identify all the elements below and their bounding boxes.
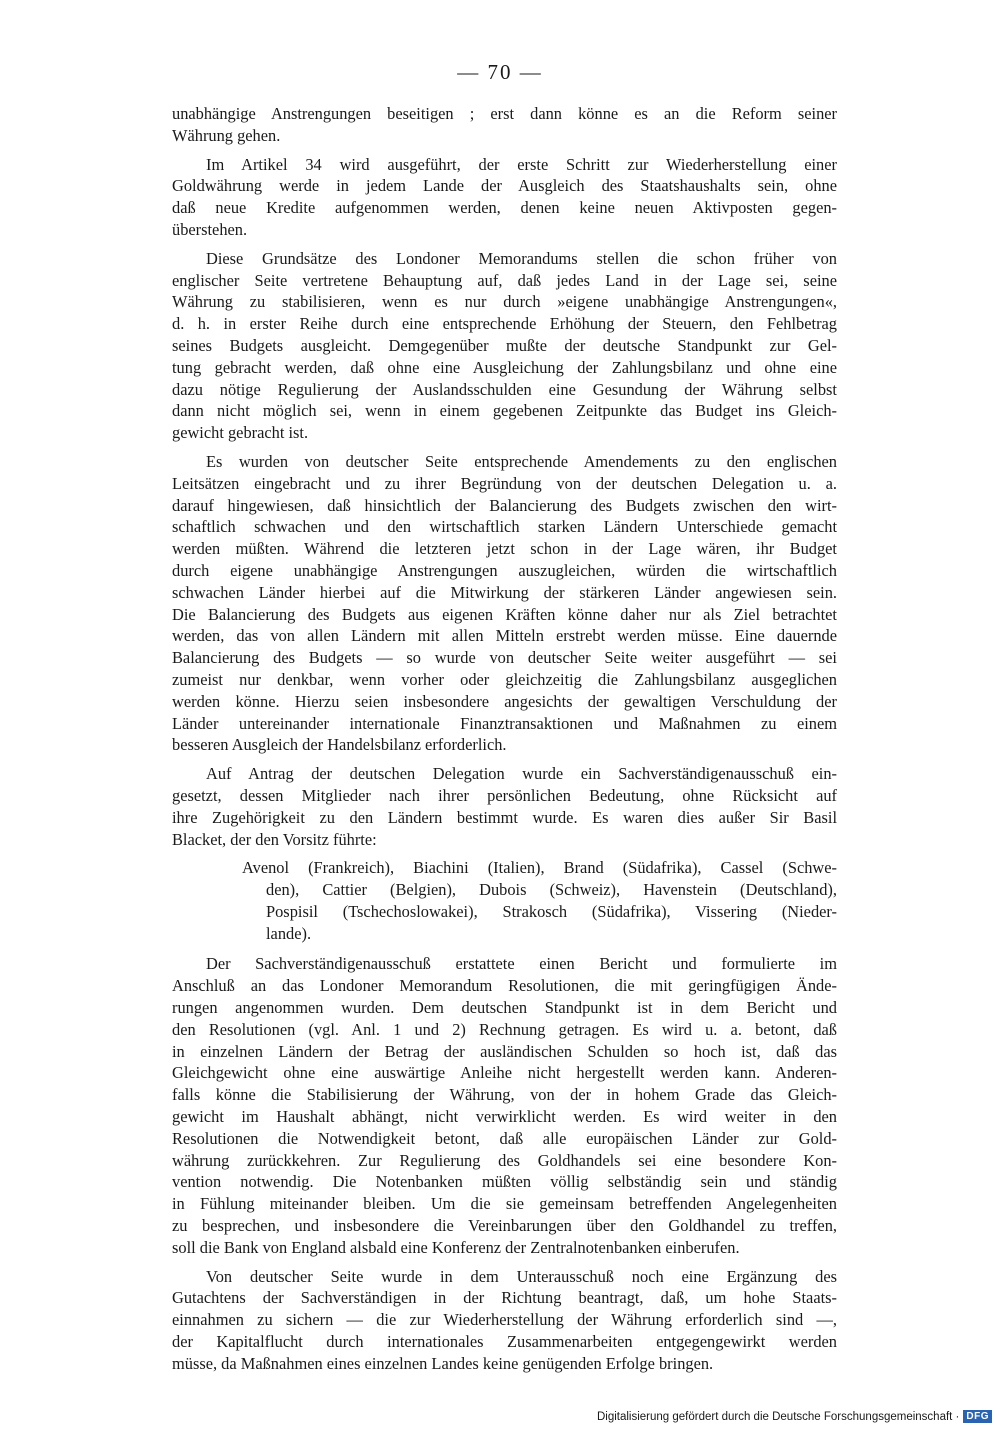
text-line: müsse, da Maßnahmen eines einzelnen Landes keine genügenden Erfolge bringen.: [172, 1353, 714, 1373]
paragraph: [172, 953, 837, 1258]
text-line: Resolutionen die Notwendigkeit betont, daß alle europäischen Länder zur Gold-: [172, 1128, 837, 1148]
text-line: gewicht im Haushalt abhängt, nicht verwirklicht werden. Es wird weiter in den: [172, 1107, 837, 1127]
paragraph: [172, 103, 837, 147]
text-line: in Fühlung miteinander bleiben. Um die sie gemeinsam betreffenden Angelegenheiten: [172, 1194, 837, 1214]
text-line: der Kapitalflucht durch internationales Zusammenarbeiten entgegengewirkt werden: [172, 1332, 837, 1352]
member-list-line: den), Cattier (Belgien), Dubois (Schweiz), Havenstein (Deutschland),: [266, 880, 837, 900]
text-line: währung zurückkehren. Zur Regulierung des Goldhandels sei eine besondere Kon-: [172, 1150, 837, 1170]
text-line: Es wurden von deutscher Seite entsprechende Amendements zu den englischen: [206, 451, 837, 471]
text-line: Auf Antrag der deutschen Delegation wurde ein Sachverständigenausschuß ein-: [206, 764, 837, 784]
text-line: Goldwährung werde in jedem Lande der Ausgleich des Staatshaushalts sein, ohne: [172, 176, 837, 196]
text-line: werden könne. Hierzu seien insbesondere angesichts der gewaltigen Verschuldung der: [172, 691, 837, 711]
digitization-credit: [597, 1410, 992, 1423]
text-line: gewicht gebracht ist.: [172, 423, 309, 443]
text-line: seines Budgets ausgleicht. Demgegenüber mußte der deutsche Standpunkt zur Gel-: [172, 335, 837, 355]
page-number: — 70 —: [457, 60, 543, 84]
text-line: Diese Grundsätze des Londoner Memorandums stellen die schon früher von: [206, 248, 837, 268]
text-line: Anschluß an das Londoner Memorandum Resolutionen, die mit geringfügigen Ände-: [172, 976, 837, 996]
text-line: ihre Zugehörigkeit zu den Ländern bestimmt wurde. Es waren dies außer Sir Basil: [172, 807, 837, 827]
text-line: Der Sachverständigenausschuß erstattete einen Bericht und formulierte im: [206, 954, 837, 974]
text-line: dann nicht möglich sei, wenn in einem gegebenen Zeitpunkte das Budget ins Gleich-: [172, 401, 837, 421]
dfg-logo: DFG: [963, 1410, 992, 1423]
text-line: vention notwendig. Die Notenbanken müßten völlig selbständig sein und ständig: [172, 1172, 837, 1192]
text-line: zumeist nur denkbar, wenn vorher oder gleichzeitig die Zahlungsbilanz ausgeglichen: [172, 669, 837, 689]
text-line: einnahmen zu sichern — die zur Wiederherstellung der Währung erforderlich sind —,: [172, 1310, 837, 1330]
text-line: schwachen Länder hierbei auf die Mitwirkung der stärkeren Länder angewiesen sein.: [172, 582, 837, 602]
text-line: Im Artikel 34 wird ausgeführt, der erste Schritt zur Wiederherstellung einer: [206, 154, 837, 174]
text-line: Gleichgewicht ohne eine auswärtige Anleihe nicht hergestellt werden kann. Anderen-: [172, 1063, 837, 1083]
text-line: soll die Bank von England alsbald eine Konferenz der Zentralnotenbanken einberufen.: [172, 1237, 740, 1257]
paragraph: [172, 154, 837, 241]
text-line: Leitsätzen eingebracht und zu ihrer Begründung von der deutschen Delegation u. a.: [172, 473, 837, 493]
text-line: daß neue Kredite aufgenommen werden, denen keine neuen Aktivposten gegen-: [172, 198, 837, 218]
member-list-line: Pospisil (Tschechoslowakei), Strakosch (Südafrika), Vissering (Nieder-: [266, 901, 837, 921]
paragraph: [172, 763, 837, 850]
paragraph: [172, 1266, 837, 1375]
text-line: gesetzt, dessen Mitglieder nach ihrer persönlichen Bedeutung, ohne Rücksicht auf: [172, 785, 837, 805]
text-line: Balancierung des Budgets — so wurde von deutscher Seite weiter ausgeführt — sei: [172, 648, 837, 668]
text-line: schaftlich schwachen und den wirtschaftlich starken Ländern Unterschiede gemacht: [172, 517, 837, 537]
text-line: Währung gehen.: [172, 125, 281, 145]
text-line: Die Balancierung des Budgets aus eigenen Kräften könne daher nur als Ziel betrachtet: [172, 604, 837, 624]
text-line: d. h. in erster Reihe durch eine entsprechende Erhöhung der Steuern, den Fehlbetrag: [172, 314, 837, 334]
text-line: in einzelnen Ländern der Betrag der ausländischen Schulden so hoch ist, daß das: [172, 1041, 837, 1061]
text-line: Blacket, der den Vorsitz führte:: [172, 829, 377, 849]
document-body: [172, 103, 837, 1382]
text-line: den Resolutionen (vgl. Anl. 1 und 2) Rechnung getragen. Es wird u. a. betont, daß: [172, 1019, 837, 1039]
text-line: Währung zu stabilisieren, wenn es nur durch »eigene unabhängige Anstrengungen«,: [172, 292, 837, 312]
text-line: werden, das von allen Ländern mit allen Mitteln erstrebt werden müsse. Eine dauernde: [172, 626, 837, 646]
text-line: besseren Ausgleich der Handelsbilanz erforderlich.: [172, 735, 507, 755]
text-line: falls könne die Stabilisierung der Währung, von der in hohem Grade das Gleich-: [172, 1085, 837, 1105]
text-line: überstehen.: [172, 219, 248, 239]
text-line: Von deutscher Seite wurde in dem Unterausschuß noch eine Ergänzung des: [206, 1266, 837, 1286]
text-line: durch eigene unabhängige Anstrengungen auszugleichen, würden die wirtschaftlich: [172, 560, 837, 580]
text-line: tung gebracht werden, daß ohne eine Ausgleichung der Zahlungsbilanz und ohne eine: [172, 357, 837, 377]
credit-text: Digitalisierung gefördert durch die Deutsche Forschungsgemeinschaft ·: [596, 1410, 960, 1423]
text-line: englischer Seite vertretene Behauptung auf, daß jedes Land in der Lage sei, seine: [172, 270, 837, 290]
text-line: Gutachtens der Sachverständigen in der Richtung beantragt, daß, um hohe Staats-: [172, 1288, 837, 1308]
text-line: rungen angenommen wurden. Dem deutschen Standpunkt ist in dem Bericht und: [172, 998, 837, 1018]
member-list: [242, 857, 837, 944]
member-list-line: Avenol (Frankreich), Biachini (Italien), Brand (Südafrika), Cassel (Schwe-: [242, 858, 837, 878]
text-line: dazu nötige Regulierung der Auslandsschulden eine Gesundung der Währung selbst: [172, 379, 837, 399]
text-line: Länder untereinander internationale Finanztransaktionen und Maßnahmen zu einem: [172, 713, 837, 733]
text-line: darauf hingewiesen, daß hinsichtlich der Balancierung des Budgets zwischen den wirt-: [172, 495, 837, 515]
paragraph: [172, 451, 837, 756]
member-list-line: lande).: [266, 923, 312, 943]
text-line: werden müßten. Während die letzteren jetzt schon in der Lage wären, ihr Budget: [172, 539, 837, 559]
text-line: zu besprechen, und insbesondere die Vereinbarungen über den Goldhandel zu treffen,: [172, 1216, 837, 1236]
paragraph: [172, 248, 837, 444]
text-line: unabhängige Anstrengungen beseitigen ; erst dann könne es an die Reform seiner: [172, 104, 837, 123]
